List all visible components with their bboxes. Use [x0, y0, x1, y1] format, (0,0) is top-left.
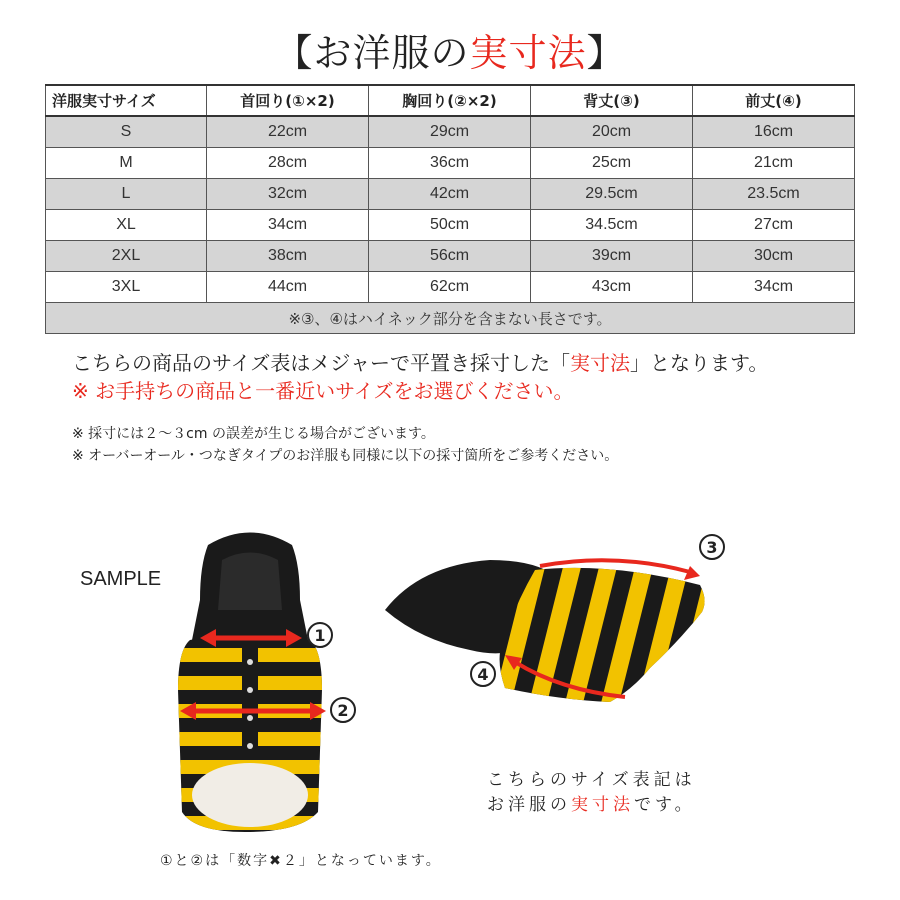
header-neck: 首回り(①×2) — [207, 85, 369, 116]
table-cell: 25cm — [531, 148, 693, 179]
table-cell: 20cm — [531, 116, 693, 148]
marker-1 — [308, 623, 332, 647]
table-cell: 34.5cm — [531, 210, 693, 241]
table-cell: 50cm — [369, 210, 531, 241]
table-cell: 21cm — [693, 148, 855, 179]
header-size: 洋服実寸サイズ — [46, 85, 207, 116]
table-cell: M — [46, 148, 207, 179]
table-cell: 38cm — [207, 241, 369, 272]
caption-line-2 — [487, 790, 696, 815]
title-suffix: 】 — [586, 31, 626, 75]
description-line-1-prefix: こちらの商品のサイズ表はメジャーで平置き採寸した「 — [72, 351, 570, 375]
table-cell: 28cm — [207, 148, 369, 179]
measurement-error-note: ※ 採寸には２〜３cm の誤差が生じる場合がございます。 — [72, 426, 435, 442]
table-cell: 30cm — [693, 241, 855, 272]
header-back-length: 背丈(③) — [531, 85, 693, 116]
bottom-note: ①と②は「数字✖２」となっています。 — [160, 853, 442, 869]
sample-label: SAMPLE — [80, 568, 162, 590]
table-cell: 43cm — [531, 272, 693, 303]
overall-type-note: ※ オーバーオール・つなぎタイプのお洋服も同様に以下の採寸箇所をご参考ください。 — [72, 448, 619, 464]
table-cell: 62cm — [369, 272, 531, 303]
marker-2-label: 2 — [337, 701, 349, 720]
caption-line-2-prefix: お洋服の — [487, 795, 571, 815]
table-cell: 29.5cm — [531, 179, 693, 210]
fleece-lining — [192, 763, 308, 827]
table-cell: XL — [46, 210, 207, 241]
table-cell: 32cm — [207, 179, 369, 210]
table-cell: 34cm — [693, 272, 855, 303]
table-cell: 44cm — [207, 272, 369, 303]
table-cell: 42cm — [369, 179, 531, 210]
caption-line-2-highlight: 実寸法 — [571, 795, 634, 815]
marker-3-label: 3 — [706, 538, 718, 557]
table-cell: 29cm — [369, 116, 531, 148]
description-line-1-suffix: 」となります。 — [630, 351, 769, 375]
table-cell: 23.5cm — [693, 179, 855, 210]
title-prefix: 【お洋服の — [274, 31, 470, 75]
table-cell: 34cm — [207, 210, 369, 241]
description-line-1-highlight: 実寸法 — [570, 351, 630, 375]
side-view-garment — [385, 555, 728, 715]
front-hood-inner — [218, 553, 282, 611]
header-front-length: 前丈(④) — [693, 85, 855, 116]
marker-3 — [700, 535, 724, 559]
header-chest: 胸回り(②×2) — [369, 85, 531, 116]
description-line-2: ※ お手持ちの商品と一番近いサイズをお選びください。 — [72, 379, 574, 403]
marker-2 — [331, 698, 355, 722]
front-view-garment — [170, 533, 330, 841]
table-footnote: ※③、④はハイネック部分を含まない長さです。 — [46, 303, 855, 334]
table-cell: 16cm — [693, 116, 855, 148]
table-cell: 36cm — [369, 148, 531, 179]
table-cell: 27cm — [693, 210, 855, 241]
table-cell: 22cm — [207, 116, 369, 148]
marker-4 — [471, 662, 495, 686]
title-highlight: 実寸法 — [469, 31, 587, 75]
table-cell: 39cm — [531, 241, 693, 272]
caption-line-2-suffix: です。 — [634, 795, 696, 815]
table-cell: S — [46, 116, 207, 148]
caption-line-1: こちらのサイズ表記は — [487, 770, 696, 790]
table-cell: 3XL — [46, 272, 207, 303]
table-cell: 2XL — [46, 241, 207, 272]
marker-1-label: 1 — [314, 626, 326, 645]
table-cell: 56cm — [369, 241, 531, 272]
table-cell: L — [46, 179, 207, 210]
marker-4-label: 4 — [477, 665, 489, 684]
